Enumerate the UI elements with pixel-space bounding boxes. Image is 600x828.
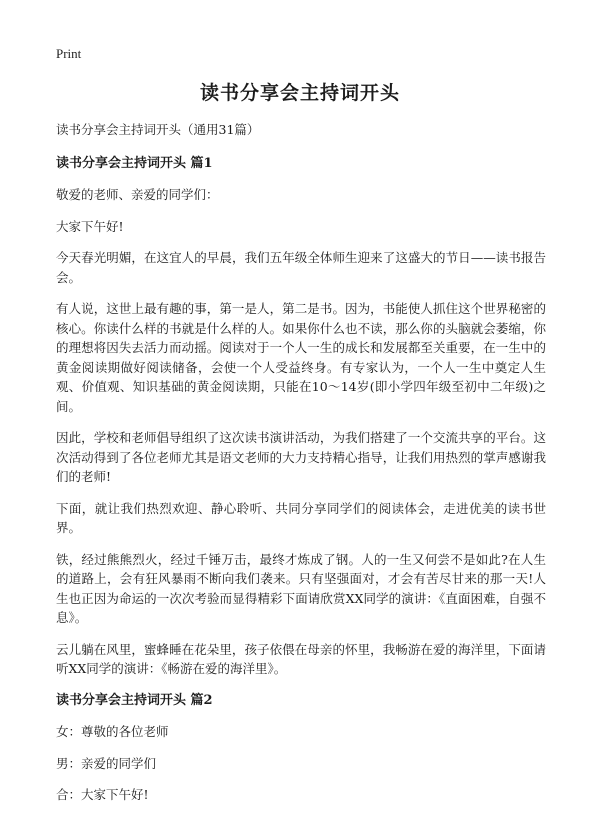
section-1 bbox=[56, 154, 546, 679]
paragraph: 云儿躺在风里，蜜蜂睡在花朵里，孩子依偎在母亲的怀里，我畅游在爱的海洋里，下面请听XX同学的演讲：《畅游在爱的海洋里》。 bbox=[56, 641, 546, 676]
paragraph: 敬爱的老师、亲爱的同学们： bbox=[56, 187, 219, 202]
document-body bbox=[56, 120, 546, 817]
paragraph: 男：亲爱的同学们 bbox=[56, 755, 157, 771]
page-title: 读书分享会主持词开头 bbox=[199, 82, 400, 104]
paragraph: 女：尊敬的各位老师 bbox=[56, 724, 169, 739]
section-heading: 读书分享会主持词开头 篇1 bbox=[56, 155, 213, 171]
paragraph: 大家下午好! bbox=[56, 218, 124, 234]
paragraph: 下面，就让我们热烈欢迎、静心聆听、共同分享同学们的阅读体会，走进优美的读书世界。 bbox=[56, 500, 546, 535]
section-heading: 读书分享会主持词开头 篇2 bbox=[56, 692, 213, 708]
document-subtitle: 读书分享会主持词开头（通用31篇） bbox=[56, 122, 260, 137]
paragraph: 合：大家下午好! bbox=[56, 787, 149, 802]
paragraph: 有人说，这世上最有趣的事，第一是人，第二是书。因为，书能使人抓住这个世界秘密的核心。你读什么样的书就是什么样的人。如果你什么也不读，那么你的头脑就会萎缩，你的理想将因失去活力而动摇。阅读对于一个人一生的成长和发展都至关重要，在一生中的黄金阅读期做好阅读储备，会使一个人受益终身。有专家认为，一个人一生中奠定人生观、价值观、知识基础的黄金阅读期，只能在10～14岁(即小学四年级至初中二年级)之间。 bbox=[56, 301, 546, 414]
paragraph: 因此，学校和老师倡导组织了这次读书演讲活动，为我们搭建了一个交流共享的平台。这次活动得到了各位老师尤其是语文老师的大力支持精心指导，让我们用热烈的掌声感谢我们的老师! bbox=[56, 430, 546, 484]
section-2 bbox=[56, 691, 546, 805]
paragraph: 铁，经过熊熊烈火，经过千锤万击，最终才炼成了钢。人的一生又何尝不是如此?在人生的道路上，会有狂风暴雨不断向我们袭来。只有坚强面对，才会有苦尽甘来的那一天!人生也正因为命运的一次次考验而显得精彩下面请欣赏XX同学的演讲：《直面困难，自强不息》。 bbox=[56, 551, 546, 625]
paragraph: 今天春光明媚，在这宜人的早晨，我们五年级全体师生迎来了这盛大的节日——读书报告会。 bbox=[56, 250, 546, 285]
print-link[interactable]: Print bbox=[56, 46, 82, 61]
